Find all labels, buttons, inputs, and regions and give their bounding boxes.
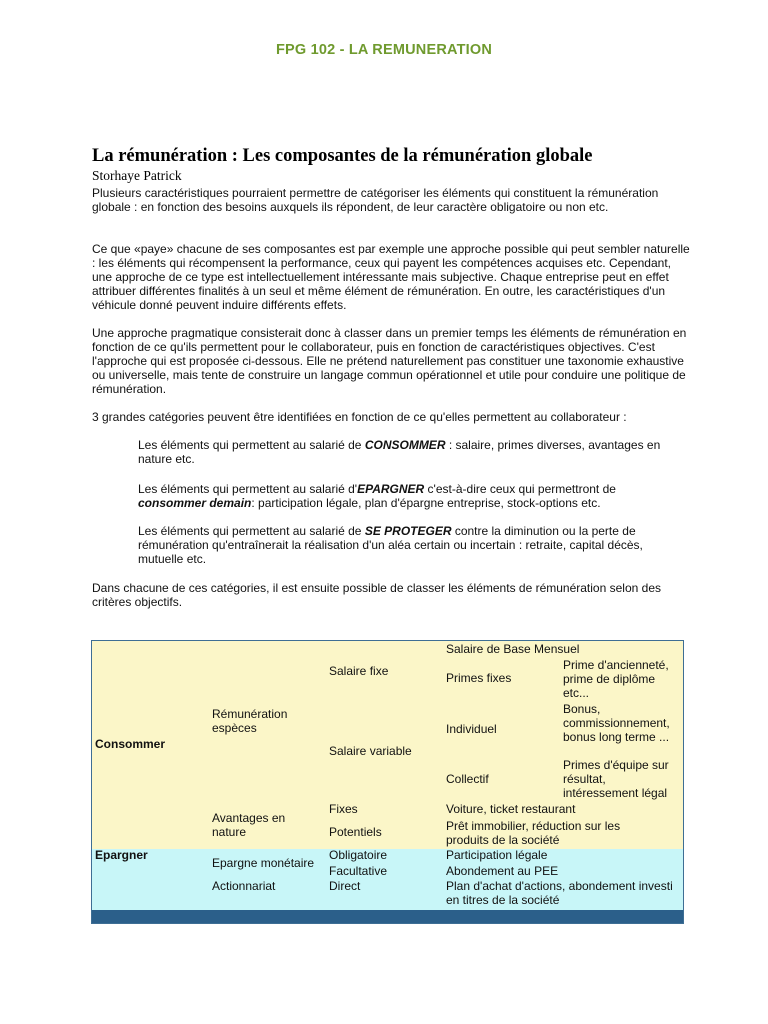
remuneration-especes: Rémunération espèces: [212, 707, 288, 735]
fixes-detail: Voiture, ticket restaurant: [446, 802, 576, 816]
obligatoire-detail: Participation légale: [446, 848, 548, 862]
bullet-text: : salaire, primes diverses, avantages en nature etc.: [138, 438, 661, 466]
bullet-emphasis: consommer demain: [138, 496, 252, 510]
collectif-detail: Primes d'équipe sur résultat, intéressement légal: [563, 758, 669, 800]
epargne-monetaire: Epargne monétaire: [212, 856, 315, 870]
article-author: Storhaye Patrick: [92, 168, 182, 183]
actionnariat: Actionnariat: [212, 879, 276, 893]
bullet-text: : participation légale, plan d'épargne entreprise, stock-options etc.: [251, 496, 601, 510]
bullet-text: Les éléments qui permettent au salarié d': [138, 482, 358, 496]
facultative: Facultative: [329, 864, 388, 878]
paragraph-4: 3 grandes catégories peuvent être identifiées en fonction de ce qu'elles permettent au collaborateur :: [92, 410, 627, 424]
individuel-detail: Bonus, commissionnement, bonus long terme ...: [563, 702, 670, 744]
salaire-base: Salaire de Base Mensuel: [446, 642, 580, 656]
bullet-emphasis: CONSOMMER: [364, 438, 446, 452]
bullet-text: c'est-à-dire ceux qui permettront de: [424, 482, 616, 496]
facultative-detail: Abondement au PEE: [446, 864, 559, 878]
bullet-text: Les éléments qui permettent au salarié de: [138, 438, 365, 452]
direct: Direct: [329, 879, 361, 893]
avantages-nature: Avantages en nature: [212, 811, 286, 839]
article-title: La rémunération : Les composantes de la rémunération globale: [92, 146, 593, 166]
remuneration-table: [91, 640, 684, 924]
primes-fixes-detail: Prime d'ancienneté, prime de diplôme etc...: [563, 658, 669, 700]
bullet-text: contre la diminution ou la perte de rémunération qu'entraînerait la réalisation d'un aléa certain ou incertain : retraite, capital décès, mutuelle etc.: [138, 524, 643, 566]
salaire-fixe: Salaire fixe: [329, 664, 389, 678]
bullet-epargner: [138, 482, 678, 510]
salaire-variable: Salaire variable: [329, 744, 412, 758]
obligatoire: Obligatoire: [329, 848, 388, 862]
paragraph-1: Plusieurs caractéristiques pourraient permettre de catégoriser les éléments qui constituent la rémunération globale : en fonction des besoins auxquels ils répondent, de leur caractère obligatoire ou non etc.: [92, 186, 659, 214]
potentiels-detail: Prêt immobilier, réduction sur les produits de la société: [446, 819, 621, 847]
direct-detail: Plan d'achat d'actions, abondement investi en titres de la société: [446, 879, 673, 907]
collectif: Collectif: [446, 772, 489, 786]
bullet-emphasis: EPARGNER: [357, 482, 425, 496]
potentiels: Potentiels: [329, 825, 382, 839]
bullet-consommer: [138, 438, 678, 466]
bullet-text: Les éléments qui permettent au salarié de: [138, 524, 365, 538]
paragraph-2: Ce que «paye» chacune de ses composantes est par exemple une approche possible qui peut sembler naturelle : les éléments qui récompensent la performance, ceux qui payent les compétences acquises etc. Cependant, une approche de ce type est intellectuellement intéressante mais subjective. Chaque entreprise peut en effet attribuer différentes finalités à un seul et même élément de rémunération. En outre, les caractéristiques d'un véhicule donné peuvent induire différents effets.: [92, 242, 690, 312]
paragraph-5: Dans chacune de ces catégories, il est ensuite possible de classer les éléments de rémunération selon des critères objectifs.: [92, 581, 661, 609]
paragraph-3: Une approche pragmatique consisterait donc à classer dans un premier temps les éléments de rémunération en fonction de ce qu'ils permettent pour le collaborateur, puis en fonction de caractéristiques objectives. C'est l'approche qui est proposée ci-dessous. Elle ne prétend naturellement pas constituer une taxonomie exhaustive ou universelle, mais tente de construire un langage commun opérationnel et utile pour conduire une politique de rémunération.: [92, 326, 687, 396]
category-consommer: Consommer: [95, 737, 166, 751]
bullet-emphasis: SE PROTEGER: [364, 524, 452, 538]
individuel: Individuel: [446, 722, 497, 736]
fixes: Fixes: [329, 802, 358, 816]
category-epargner: Epargner: [95, 848, 148, 862]
page-header: FPG 102 - LA REMUNERATION: [275, 42, 493, 58]
bullet-proteger: [138, 524, 678, 566]
primes-fixes: Primes fixes: [446, 671, 512, 685]
